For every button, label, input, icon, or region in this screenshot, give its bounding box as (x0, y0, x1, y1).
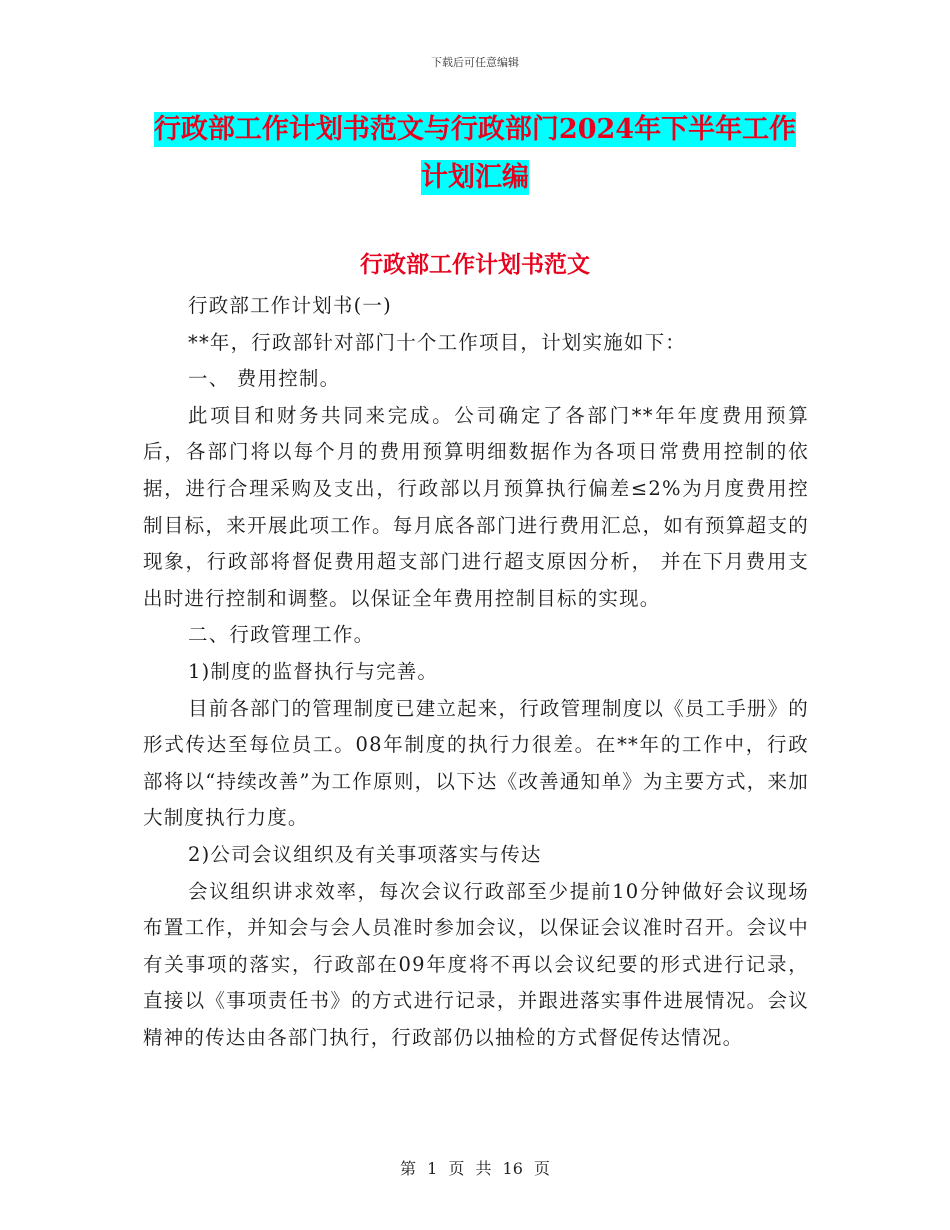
paragraph: 一、 费用控制。 (188, 367, 341, 391)
page-footer: 第 1 页 共 16 页 (400, 1159, 550, 1178)
document-title (0, 106, 950, 202)
body-text (143, 288, 809, 1056)
paragraph: 2)公司会议组织及有关事项落实与传达 (188, 842, 542, 866)
title-line-1: 行政部工作计划书范文与行政部门2024年下半年工作 (153, 114, 797, 145)
paragraph: 目前各部门的管理制度已建立起来，行政管理制度以《员工手册》的形式传达至每位员工。08年制度的执行力很差。在**年的工作中，行政部将以“持续改善”为工作原则，以下达《改善通知单》为主要方式，来加大制度执行力度。 (143, 696, 810, 830)
paragraph: 会议组织讲求效率，每次会议行政部至少提前10分钟做好会议现场布置工作，并知会与会人员准时参加会议，以保证会议准时召开。会议中有关事项的落实，行政部在09年度将不再以会议纪要的形式进行记录，直接以《事项责任书》的方式进行记录，并跟进落实事件进展情况。会议精神的传达由各部门执行，行政部仍以抽检的方式督促传达情况。 (143, 879, 809, 1049)
section-title: 行政部工作计划书范文 (360, 251, 590, 278)
header-note: 下载后可任意编辑 (431, 56, 519, 69)
paragraph: 二、行政管理工作。 (188, 623, 375, 647)
title-line-2: 计划汇编 (421, 162, 529, 193)
paragraph: 1)制度的监督执行与完善。 (188, 659, 439, 683)
paragraph: **年，行政部针对部门十个工作项目，计划实施如下： (188, 330, 687, 354)
paragraph: 此项目和财务共同来完成。公司确定了各部门**年年度费用预算后，各部门将以每个月的费用预算明细数据作为各项日常费用控制的依据，进行合理采购及支出，行政部以月预算执行偏差≤2%为月度费用控制目标，来开展此项工作。每月底各部门进行费用汇总，如有预算超支的现象，行政部将督促费用超支部门进行超支原因分析， 并在下月费用支出时进行控制和调整。以保证全年费用控制目标的实现。 (143, 403, 809, 610)
paragraph: 行政部工作计划书(一) (188, 294, 392, 317)
